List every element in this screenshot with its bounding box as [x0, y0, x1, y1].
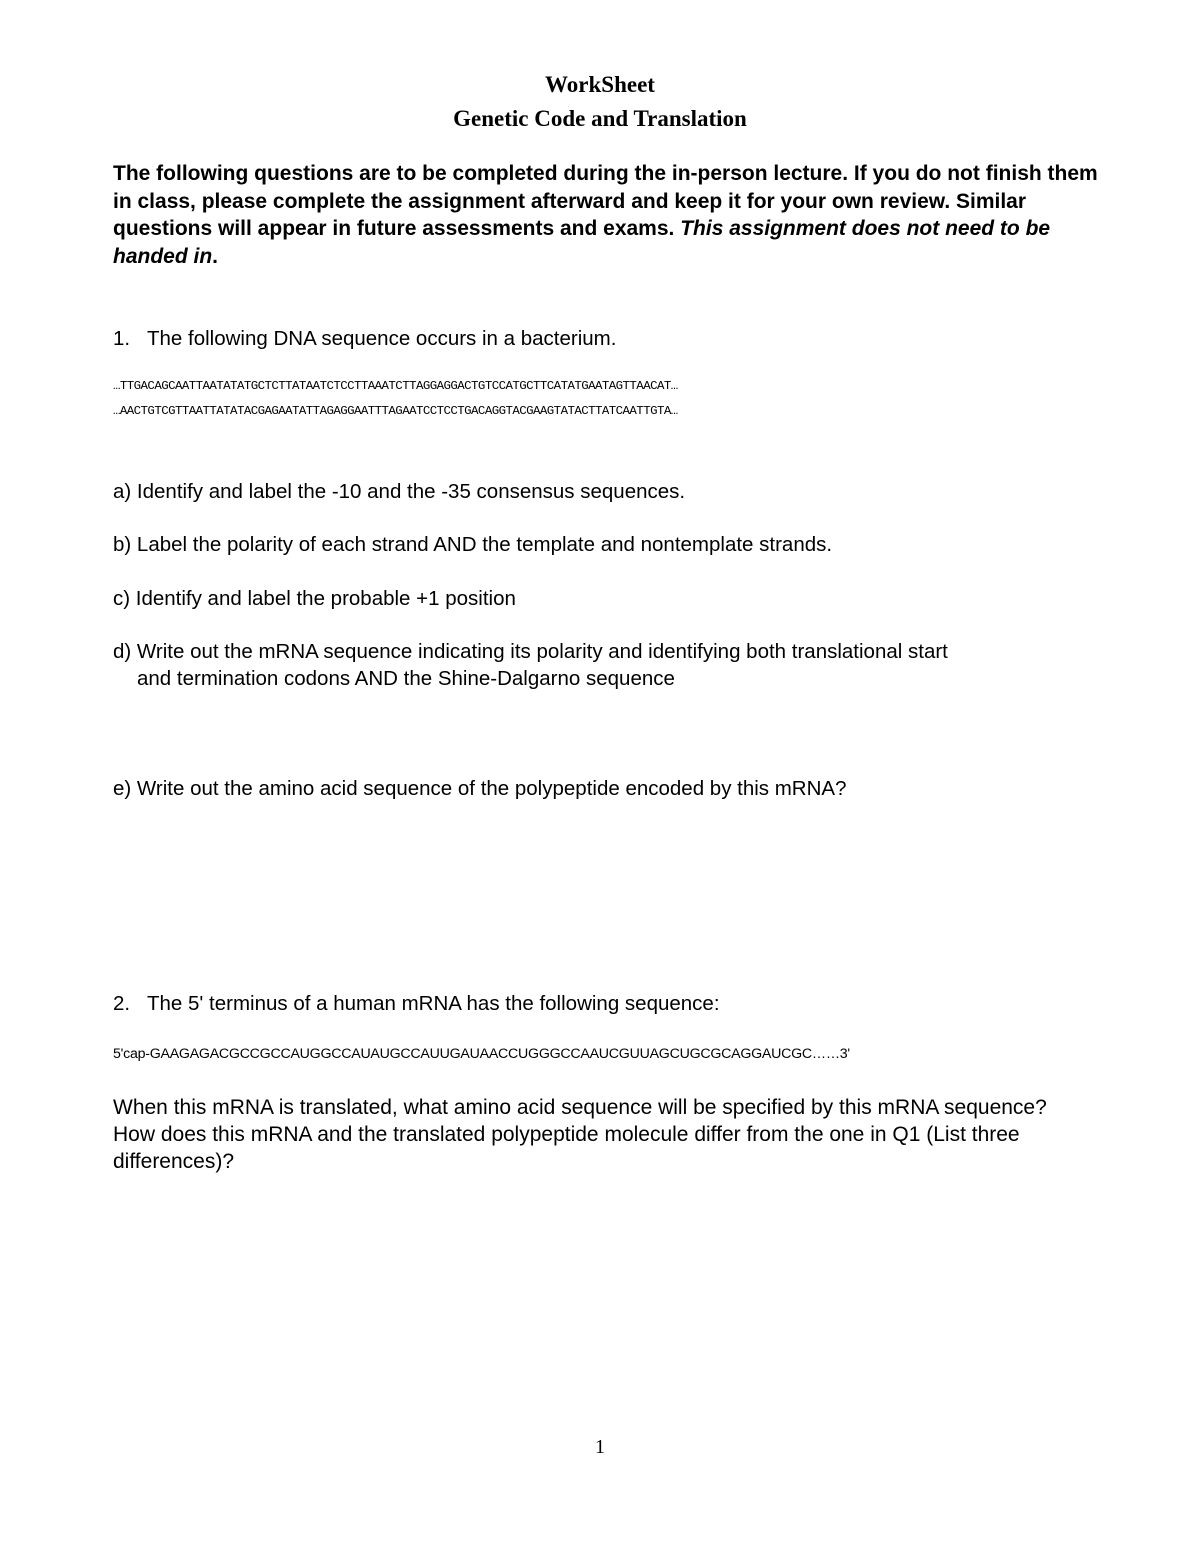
question-2-number: 2. — [113, 992, 131, 1015]
dna-top-strand: …TTGACAGCAATTAATATATGCTCTTATAATCTCCTTAAATCTTAGGAGGACTGTCCATGCTTCATATGAATAGTTAACAT… — [113, 379, 678, 393]
instructions-paragraph — [113, 160, 1098, 270]
worksheet-subtitle: Genetic Code and Translation — [453, 106, 747, 131]
question-1a: a) Identify and label the -10 and the -35 consensus sequences. — [113, 480, 686, 503]
question-2-prompt — [113, 990, 720, 1017]
instructions-text: The following questions are to be completed during the in-person lecture. If you do not finish them in class, please complete the assignment afterward and keep it for your own review. Similar questions will appear in future assessments and exams. — [113, 162, 1098, 240]
question-1-number: 1. — [113, 327, 131, 350]
question-1e: e) Write out the amino acid sequence of the polypeptide encoded by this mRNA? — [113, 777, 847, 800]
question-1-prompt — [113, 325, 616, 352]
instructions-italic-note: This assignment does not need to be handed in — [113, 217, 1051, 268]
question-1d-line-2: and termination codons AND the Shine-Dalgarno sequence — [137, 667, 675, 690]
question-1b: b) Label the polarity of each strand AND the template and nontemplate strands. — [113, 533, 833, 556]
question-1c: c) Identify and label the probable +1 position — [113, 587, 516, 610]
question-1d — [113, 638, 1093, 692]
question-1d-line-1: d) Write out the mRNA sequence indicating its polarity and identifying both translational start — [113, 640, 948, 663]
mrna-sequence: 5'cap-GAAGAGACGCCGCCAUGGCCAUAUGCCAUUGAUAACCUGGGCCAAUCGUUAGCUGCGCAGGAUCGC……3' — [113, 1046, 850, 1062]
page-number: 1 — [595, 1436, 605, 1458]
question-2-text: The 5' terminus of a human mRNA has the following sequence: — [147, 992, 720, 1015]
instructions-end: . — [212, 244, 219, 268]
dna-bottom-strand: …AACTGTCGTTAATTATATACGAGAATATTAGAGGAATTTAGAATCCTCCTGACAGGTACGAAGTATACTTATCAATTGTA… — [113, 404, 678, 418]
question-2-body: When this mRNA is translated, what amino acid sequence will be specified by this mRNA sequence? How does this mRNA and the translated polypeptide molecule differ from the one in Q1 (List three differences)? — [113, 1096, 1047, 1173]
worksheet-title: WorkSheet — [545, 72, 655, 97]
question-1-text: The following DNA sequence occurs in a bacterium. — [147, 327, 617, 350]
